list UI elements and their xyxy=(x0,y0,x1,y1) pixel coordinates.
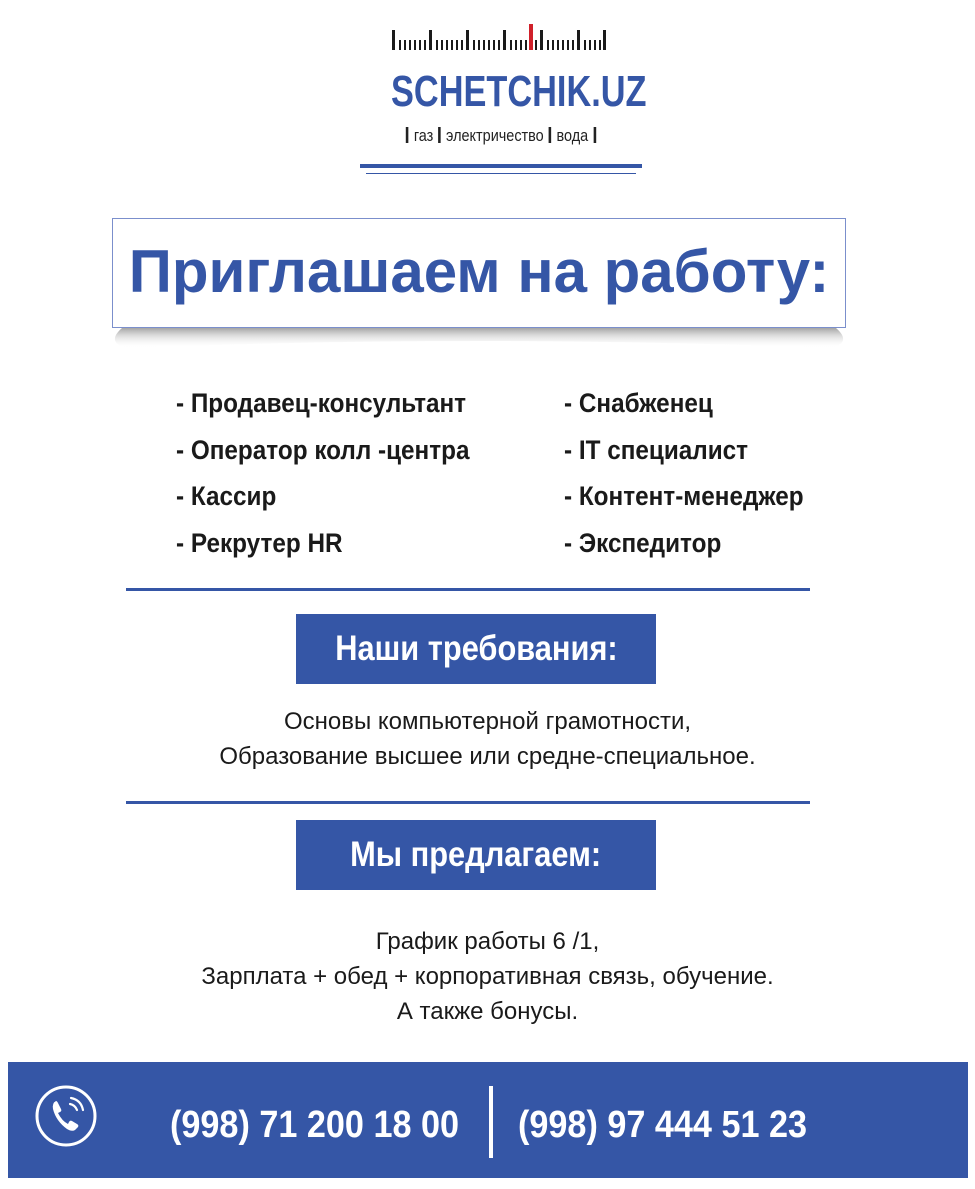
job-item: - Кассир xyxy=(176,481,277,511)
offer-line: Зарплата + обед + корпоративная связь, обучение. xyxy=(201,963,774,990)
offer-line: График работы 6 /1, xyxy=(375,928,600,955)
divider xyxy=(126,588,810,591)
headline: Приглашаем на работу: xyxy=(128,238,830,305)
requirements-title-box xyxy=(296,614,656,684)
logo xyxy=(360,18,647,178)
offer-title: Мы предлагаем: xyxy=(350,835,602,874)
footer-separator xyxy=(489,1086,493,1158)
requirements-line: Основы компьютерной грамотности, xyxy=(283,708,692,735)
phone-number-2[interactable]: (998) 97 444 51 23 xyxy=(518,1104,808,1146)
job-list-right xyxy=(564,380,924,566)
logo-underline-thin xyxy=(366,173,636,174)
logo-underline xyxy=(360,164,642,168)
job-item: - Продавец-консультант xyxy=(176,388,467,418)
requirements-text xyxy=(0,704,975,774)
brand-tagline xyxy=(381,126,621,146)
tagline-gas: газ xyxy=(413,126,434,145)
offer-title-box xyxy=(296,820,656,890)
tagline-electricity: электричество xyxy=(446,126,544,145)
contact-footer xyxy=(8,1062,968,1178)
ruler-icon xyxy=(392,24,606,50)
job-list-left xyxy=(176,380,536,566)
headline-shadow xyxy=(112,328,846,358)
requirements-title: Наши требования: xyxy=(334,629,618,668)
divider xyxy=(126,801,810,804)
job-item: - Контент-менеджер xyxy=(564,481,804,511)
brand-name: SCHETCHIK.UZ xyxy=(391,67,647,116)
job-item: - Экспедитор xyxy=(564,527,722,558)
phone-number-1[interactable]: (998) 71 200 18 00 xyxy=(170,1104,460,1146)
requirements-line: Образование высшее или средне-специальное. xyxy=(219,743,756,770)
headline-box xyxy=(112,218,846,328)
phone-icon xyxy=(34,1084,98,1148)
tagline-water: вода xyxy=(556,126,589,145)
job-item: - Снабженец xyxy=(564,388,713,418)
job-item: - IT специалист xyxy=(564,434,749,465)
offer-line: А также бонусы. xyxy=(396,998,579,1025)
offer-text xyxy=(0,924,975,1029)
job-item: - Рекрутер HR xyxy=(176,527,343,558)
job-item: - Оператор колл -центра xyxy=(176,434,470,465)
